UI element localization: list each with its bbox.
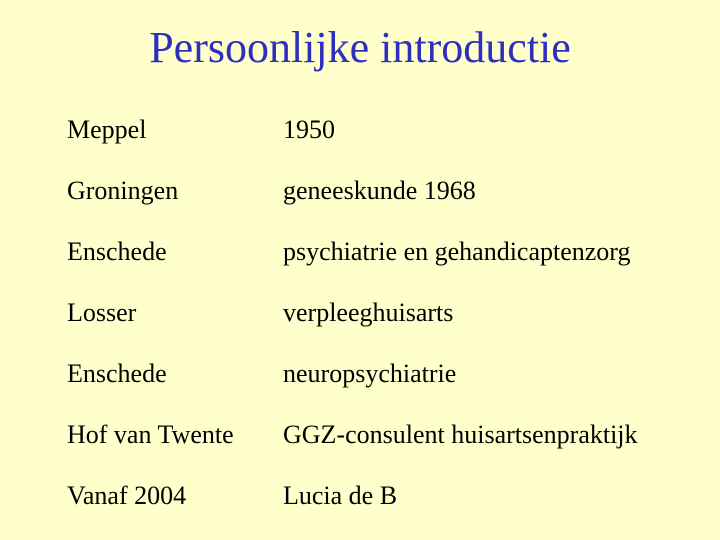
row-place: Losser — [67, 298, 137, 327]
row-description: Lucia de B — [283, 481, 398, 510]
row-description: 1950 — [283, 115, 335, 144]
row-description: geneeskunde 1968 — [283, 176, 476, 205]
list-row — [67, 108, 707, 169]
row-description: verpleeghuisarts — [283, 298, 454, 327]
row-place: Groningen — [67, 176, 179, 205]
row-description: psychiatrie en gehandicaptenzorg — [283, 237, 631, 266]
list-row — [67, 291, 707, 352]
list-row — [67, 474, 707, 535]
row-place: Meppel — [67, 115, 147, 144]
row-place: Hof van Twente — [67, 420, 234, 449]
row-place: Vanaf 2004 — [67, 481, 187, 510]
list-row — [67, 230, 707, 291]
intro-list — [67, 108, 707, 535]
list-row — [67, 169, 707, 230]
row-description: GGZ-consulent huisartsenpraktijk — [283, 420, 638, 449]
list-row — [67, 413, 707, 474]
row-place: Enschede — [67, 237, 167, 266]
list-row — [67, 352, 707, 413]
row-description: neuropsychiatrie — [283, 359, 457, 388]
slide-title: Persoonlijke introductie — [149, 23, 571, 72]
row-place: Enschede — [67, 359, 167, 388]
